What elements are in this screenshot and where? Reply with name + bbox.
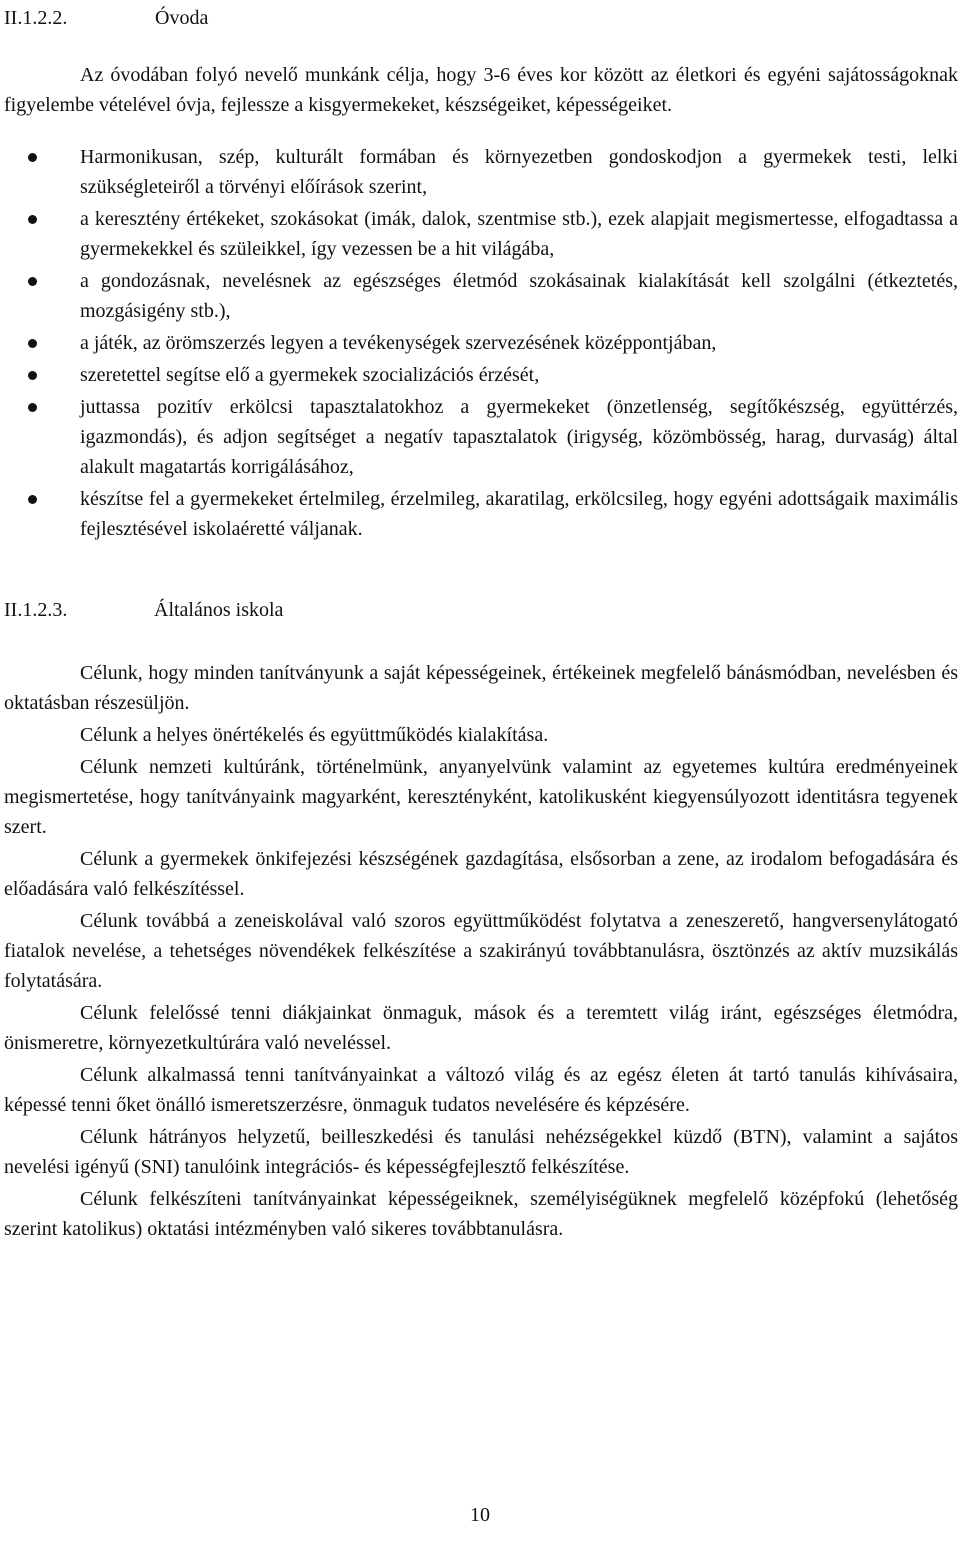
goal-paragraph: Célunk a helyes önértékelés és együttműködés kialakítása. <box>80 724 549 746</box>
bullet-text: a játék, az örömszerzés legyen a tevékenységek szervezésének középpontjában, <box>80 332 717 354</box>
bullet-text: a gondozásnak, nevelésnek az egészséges életmód szokásainak kialakítását kell szolgálni (étkeztetés, mozgásigény stb.), <box>80 270 958 322</box>
goal-paragraph: Célunk, hogy minden tanítványunk a saját képességeinek, értékeinek megfelelő bánásmódban, nevelésben és oktatásban részesüljön. <box>4 662 958 714</box>
bullet-icon <box>28 277 37 286</box>
bullet-text: juttassa pozitív erkölcsi tapasztalatokhoz a gyermekeket (önzetlenség, segítőkészség, együttérzés, igazmondás), és adjon segítséget a negatív tapasztalatok (irigység, közömbösség, harag, durvaság) által alakult magatartás korrigálásához, <box>80 396 958 478</box>
bullet-list <box>4 142 958 544</box>
section-number: II.1.2.3. <box>4 599 68 621</box>
bullet-icon <box>28 339 37 348</box>
intro-paragraph: Az óvodában folyó nevelő munkánk célja, hogy 3-6 éves kor között az életkori és egyéni sajátosságoknak figyelembe vételével óvja, fejlessze a kisgyermekeket, készségeiket, képességeiket. <box>4 64 958 116</box>
goal-paragraph: Célunk nemzeti kultúránk, történelmünk, anyanyelvünk valamint az egyetemes kultúra eredményeinek megismertetése, hogy tanítványaink magyarként, keresztényként, katolikusként kiegyensúlyozott identitásra tegyenek szert. <box>4 756 958 838</box>
bullet-item <box>4 484 958 544</box>
bullet-icon <box>28 371 37 380</box>
goal-paragraph: Célunk hátrányos helyzetű, beilleszkedési és tanulási nehézségekkel küzdő (BTN), valamint a sajátos nevelési igényű (SNI) tanulóink integrációs- és képességfejlesztő felkészítése. <box>4 1126 958 1178</box>
bullet-item <box>4 392 958 482</box>
section-title: Általános iskola <box>154 599 284 621</box>
goal-paragraph: Célunk felkészíteni tanítványainkat képességeiknek, személyiségüknek megfelelő középfokú (lehetőség szerint katolikus) oktatási intézményben való sikeres továbbtanulásra. <box>4 1188 958 1240</box>
bullet-icon <box>28 403 37 412</box>
bullet-item <box>4 266 958 326</box>
bullet-text: készítse fel a gyermekeket értelmileg, érzelmileg, akaratilag, erkölcsileg, hogy egyéni adottságaik maximális fejlesztésével iskolaéretté váljanak. <box>80 488 958 540</box>
bullet-text: Harmonikusan, szép, kulturált formában és környezetben gondoskodjon a gyermekek testi, lelki szükségleteiről a törvényi előírások szerint, <box>80 146 958 198</box>
bullet-text: a keresztény értékeket, szokásokat (imák, dalok, szentmise stb.), ezek alapjait megismertesse, elfogadtassa a gyermekekkel és szüleikkel, így vezessen be a hit világába, <box>80 208 958 260</box>
bullet-icon <box>28 215 37 224</box>
goals-paragraphs <box>4 658 958 1244</box>
bullet-text: szeretettel segítse elő a gyermekek szocializációs érzését, <box>80 364 540 386</box>
goal-paragraph: Célunk a gyermekek önkifejezési készségének gazdagítása, elsősorban a zene, az irodalom befogadására és előadására való felkészítéssel. <box>4 848 958 900</box>
bullet-icon <box>28 495 37 504</box>
bullet-item <box>4 328 958 358</box>
document-page <box>4 0 958 1246</box>
goal-paragraph: Célunk továbbá a zeneiskolával való szoros együttműködést folytatva a zeneszerető, hangversenylátogató fiatalok nevelése, a tehetséges növendékek felkészítése a szakirányú továbbtanulásra, ösztönzés az aktív muzsikálás folytatására. <box>4 910 958 992</box>
bullet-item <box>4 204 958 264</box>
section-heading-altalanos-iskola <box>4 592 958 628</box>
section-number: II.1.2.2. <box>4 7 68 29</box>
page-number: 10 <box>470 1504 490 1526</box>
section-heading-ovoda <box>4 0 958 36</box>
bullet-icon <box>28 153 37 162</box>
bullet-item <box>4 360 958 390</box>
bullet-item <box>4 142 958 202</box>
section-title: Óvoda <box>155 7 209 29</box>
goal-paragraph: Célunk felelőssé tenni diákjainkat önmaguk, mások és a teremtett világ iránt, egészséges életmódra, önismeretre, környezetkultúrára való neveléssel. <box>4 1002 958 1054</box>
goal-paragraph: Célunk alkalmassá tenni tanítványainkat a változó világ és az egész életen át tartó tanulás kihívásaira, képessé tenni őket önálló ismeretszerzésre, önmaguk tudatos nevelésére és képzésére. <box>4 1064 958 1116</box>
